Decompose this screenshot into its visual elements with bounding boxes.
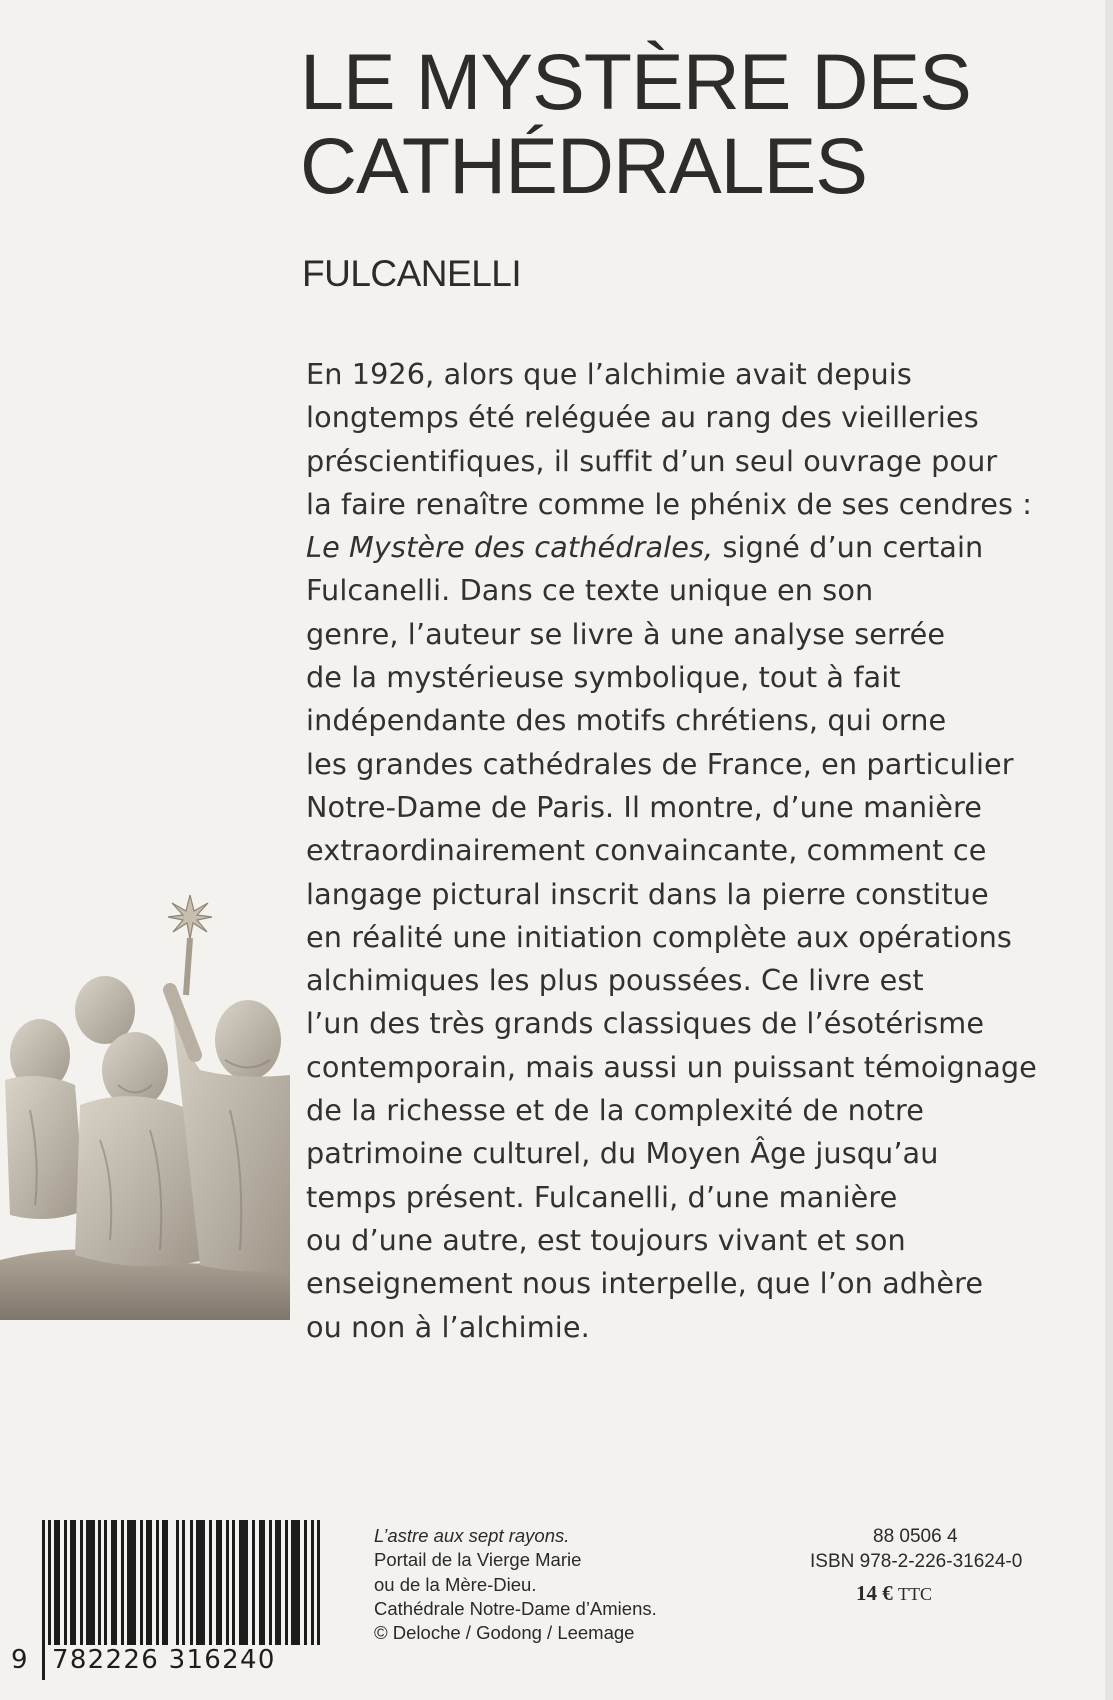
blurb-line: de la richesse et de la complexité de notre [306,1093,924,1128]
blurb-text [306,353,1066,1349]
blurb-line: en réalité une initiation complète aux opérations [306,919,1012,954]
isbn: ISBN 978-2-226-31624-0 [810,1551,1023,1572]
barcode-first-digit: 9 [11,1645,29,1675]
blurb-line: genre, l’auteur se livre à une analyse serrée [306,616,946,651]
blurb-line: patrimoine culturel, du Moyen Âge jusqu’au [306,1136,939,1171]
blurb-line-rest: signé d’un certain [722,530,984,565]
blurb-line: langage pictural inscrit dans la pierre constitue [306,876,989,911]
blurb-line: l’un des très grands classiques de l’ésotérisme [306,1006,985,1041]
author-name: FULCANELLI [302,253,522,294]
image-caption [374,1524,704,1645]
blurb-line: enseignement nous interpelle, que l’on adhère [306,1266,984,1301]
caption-line: Portail de la Vierge Marie [374,1549,582,1571]
blurb-line: Fulcanelli. Dans ce texte unique en son [306,573,874,608]
title-line-1: LE MYSTÈRE DES [300,37,971,126]
blurb-line: Notre-Dame de Paris. Il montre, d’une manière [306,789,982,824]
barcode-digits: 782226 316240 [46,1645,282,1675]
caption-credit: © Deloche / Godong / Leemage [374,1622,635,1644]
blurb-line: ou non à l’alchimie. [306,1309,590,1344]
blurb-line: de la mystérieuse symbolique, tout à fait [306,660,901,695]
blurb-line: les grandes cathédrales de France, en particulier [306,746,1014,781]
blurb-line: extraordinairement convaincante, comment ce [306,833,987,868]
blurb-line: contemporain, mais aussi un puissant témoignage [306,1049,1037,1084]
blurb-line-with-title [306,526,1066,569]
book-title [300,37,1080,210]
blurb-line: longtemps été reléguée au rang des vieilleries [306,400,979,435]
barcode-number [11,1645,346,1685]
blurb-line: préscientifiques, il suffit d’un seul ouvrage pour [306,443,998,478]
caption-line: ou de la Mère-Dieu. [374,1573,537,1595]
caption-line: Cathédrale Notre-Dame d’Amiens. [374,1597,657,1619]
blurb-line: indépendante des motifs chrétiens, qui orne [306,703,947,738]
price-tax-label: TTC [898,1584,932,1604]
caption-title: L’astre aux sept rayons. [374,1525,570,1546]
blurb-book-title: Le Mystère des cathédrales, [306,530,714,565]
blurb-line: En 1926, alors que l’alchimie avait depuis [306,357,912,391]
sculpture-illustration [0,880,290,1320]
blurb-line: ou d’une autre, est toujours vivant et son [306,1222,906,1257]
price-amount: 14 € [856,1581,893,1605]
title-line-2: CATHÉDRALES [300,121,867,210]
price [856,1581,932,1607]
cover-edge [1105,0,1113,1700]
star-icon [168,895,212,939]
blurb-line: la faire renaître comme le phénix de ses cendres : [306,486,1032,521]
blurb-line: alchimiques les plus poussées. Ce livre est [306,963,924,998]
product-code: 88 0506 4 [873,1526,958,1547]
blurb-line: temps présent. Fulcanelli, d’une manière [306,1179,898,1214]
